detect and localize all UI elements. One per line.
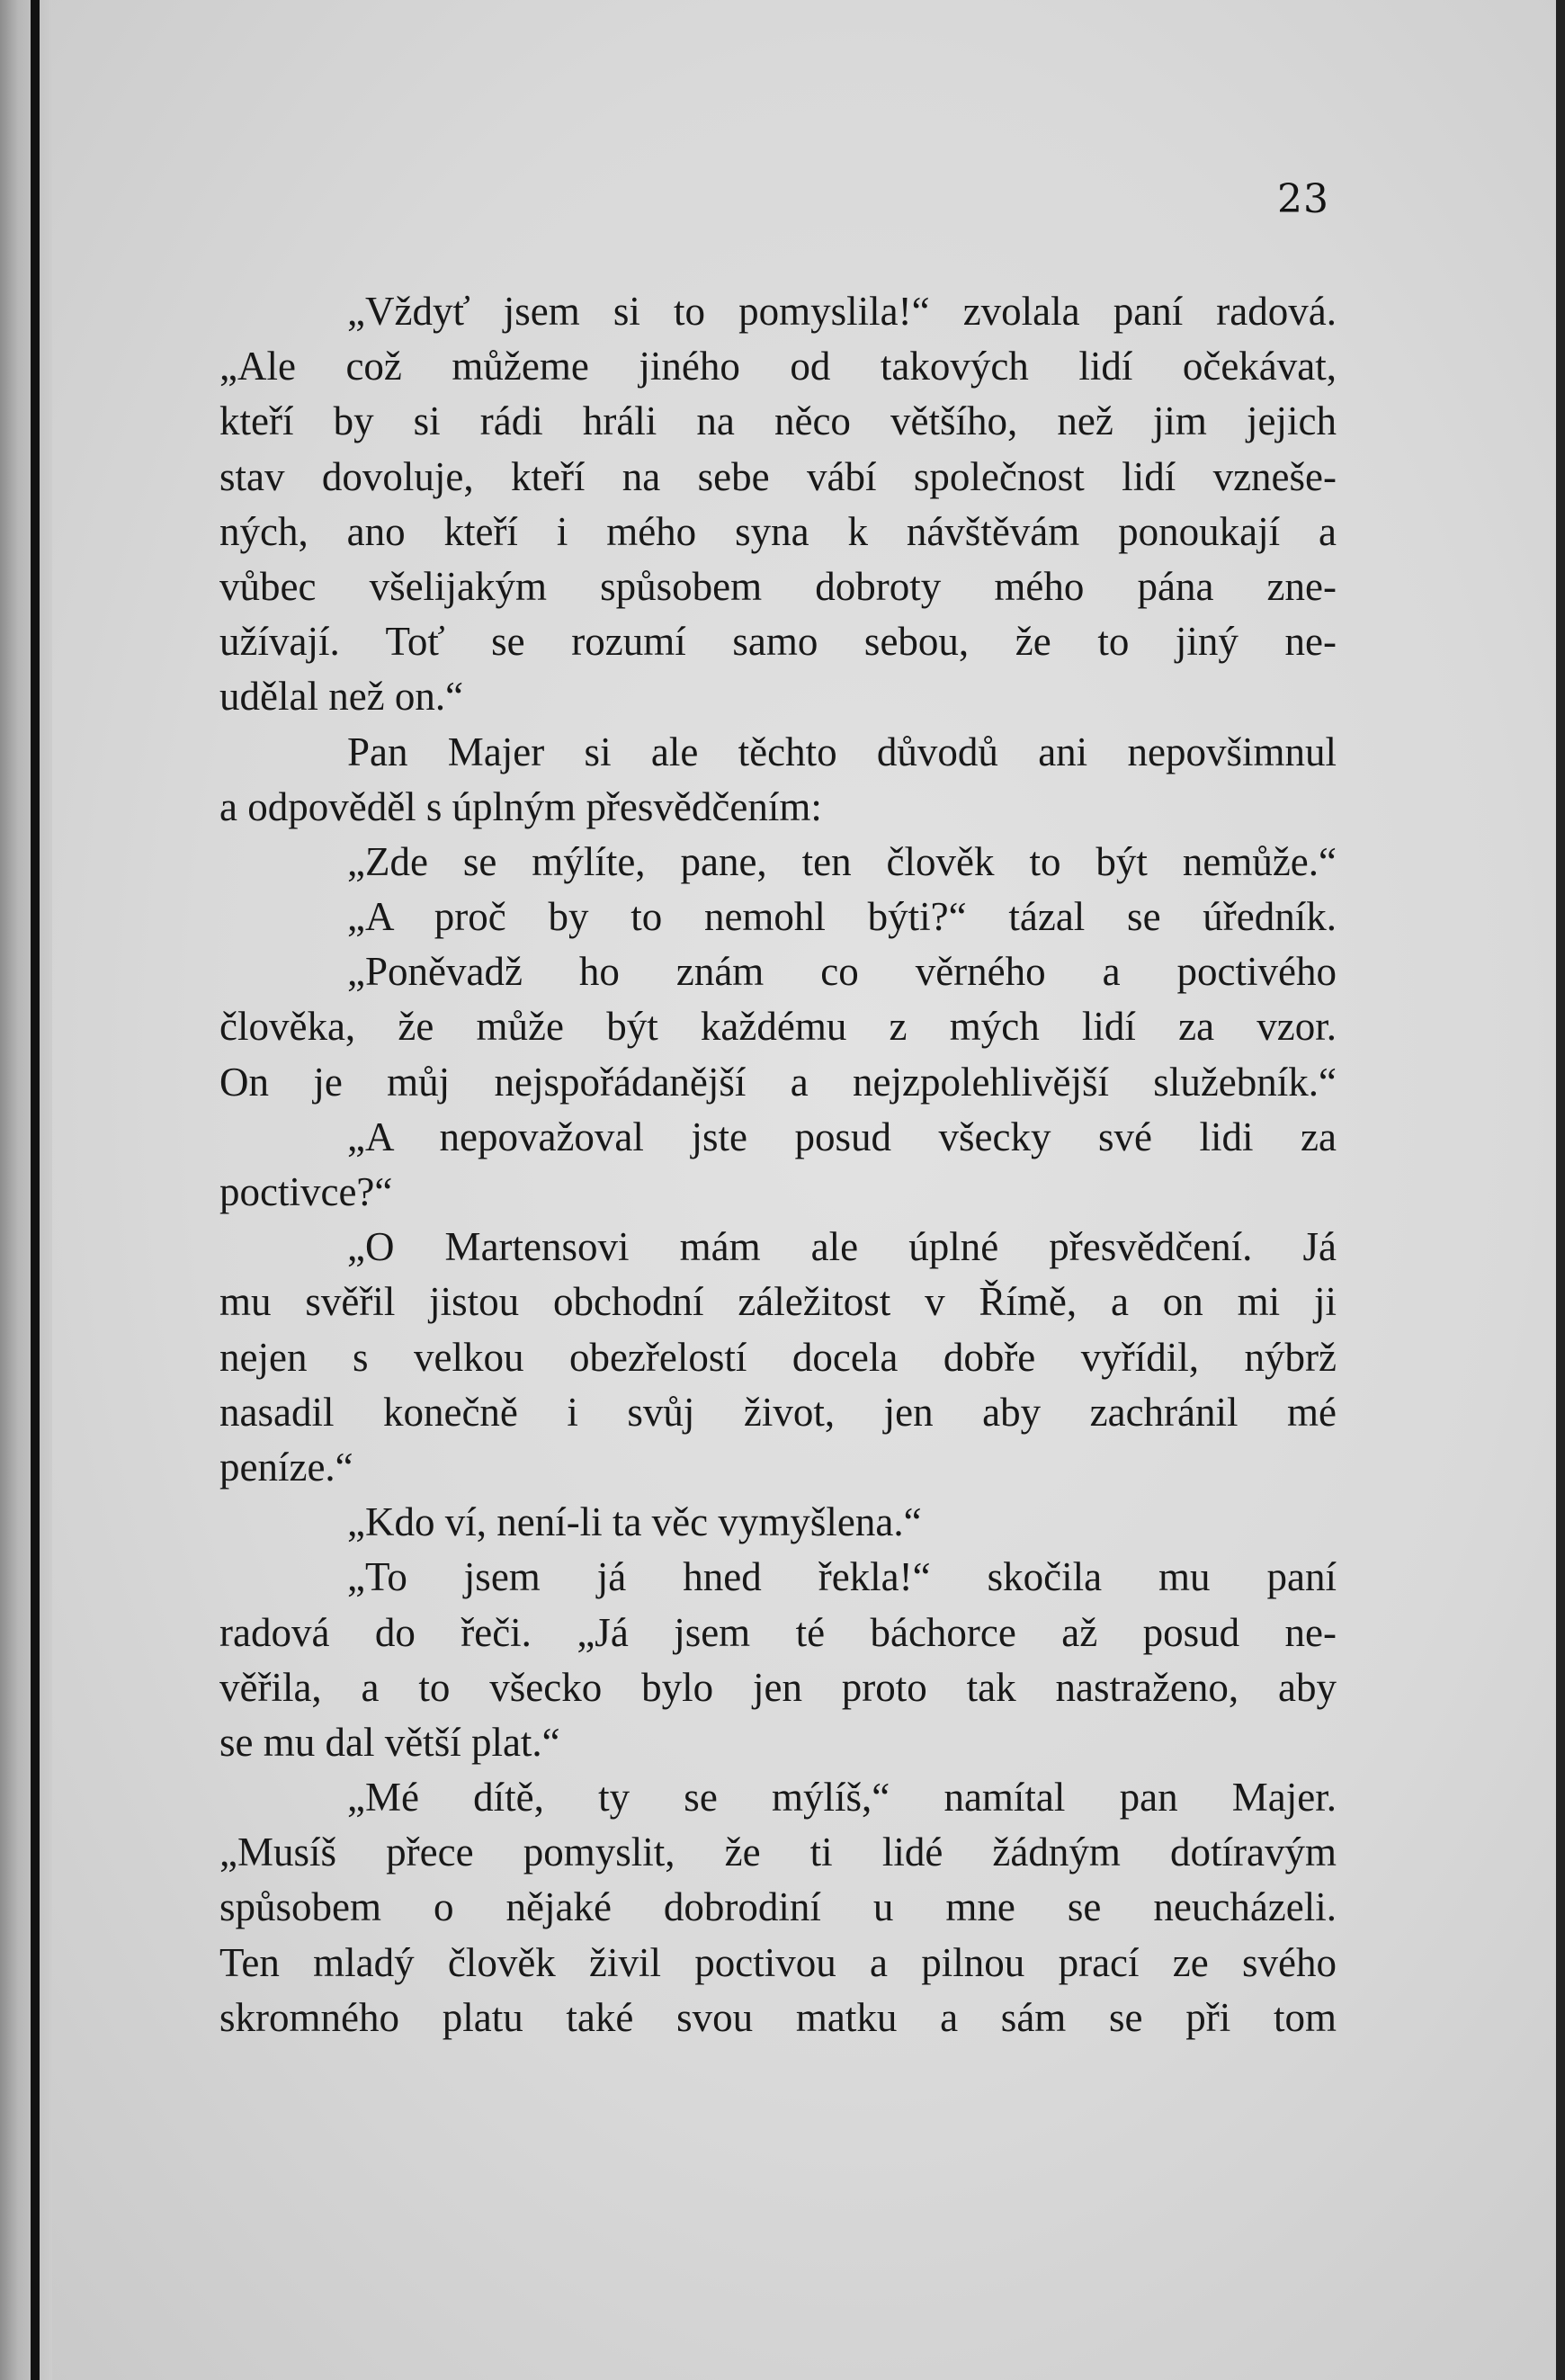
text-line: „Zde se mýlíte, pane, ten člověk to být nemůže.“ [347, 838, 1337, 884]
text-line: „O Martensovi mám ale úplné přesvědčení. Já [347, 1224, 1337, 1270]
text-line: Pan Majer si ale těchto důvodů ani nepovšimnul [347, 729, 1337, 774]
text-line: užívají. Toť se rozumí samo sebou, že to jiný ne- [219, 619, 1337, 665]
text-line: nejen s velkou obezřelostí docela dobře vyřídil, nýbrž [219, 1334, 1337, 1380]
text-line: stav dovoluje, kteří na sebe vábí společnost lidí vzneše- [219, 453, 1337, 499]
text-line: „To jsem já hned řekla!“ skočila mu paní [347, 1554, 1337, 1600]
text-line: a odpověděl s úplným přesvědčením: [219, 783, 822, 829]
text-line: „A proč by to nemohl býti?“ tázal se úředník. [347, 894, 1337, 940]
text-line: „Vždyť jsem si to pomyslila!“ zvolala paní radová. [347, 289, 1337, 334]
text-line: „Poněvadž ho znám co věrného a poctivého [347, 949, 1337, 995]
text-line: Ten mladý člověk živil poctivou a pilnou prací ze svého [219, 1939, 1337, 1985]
text-line: radová do řeči. „Já jsem té báchorce až posud ne- [219, 1609, 1337, 1655]
text-line: ných, ano kteří i mého syna k návštěvám ponoukají a [219, 508, 1337, 554]
text-line: „Musíš přece pomyslit, že ti lidé žádným dotíravým [219, 1830, 1337, 1875]
text-line: mu svěřil jistou obchodní záležitost v Římě, a on mi ji [219, 1279, 1337, 1325]
text-line: se mu dal větší plat.“ [219, 1719, 560, 1765]
text-line: „Mé dítě, ty se mýlíš,“ namítal pan Majer. [347, 1775, 1337, 1821]
text-line: nasadil konečně i svůj život, jen aby zachránil mé [219, 1389, 1337, 1435]
page-spine-shadow [0, 0, 52, 2380]
text-line: „Kdo ví, není-li ta věc vymyšlena.“ [347, 1499, 922, 1545]
body-text [219, 284, 1337, 2045]
text-line: „Ale což můžeme jiného od takových lidí očekávat, [219, 344, 1337, 389]
text-line: člověka, že může být každému z mých lidí za vzor. [219, 1004, 1337, 1050]
text-line: věřila, a to všecko bylo jen proto tak nastraženo, aby [219, 1664, 1337, 1710]
text-line: poctivce?“ [219, 1169, 393, 1214]
text-line: peníze.“ [219, 1444, 353, 1490]
text-line: skromného platu také svou matku a sám se při tom [219, 1994, 1337, 2040]
text-line: kteří by si rádi hráli na něco většího, než jim jejich [219, 398, 1337, 444]
text-line: vůbec všelijakým spůsobem dobroty mého pána zne- [219, 563, 1337, 609]
text-line: spůsobem o nějaké dobrodiní u mne se neucházeli. [219, 1884, 1337, 1930]
text-line: udělal než on.“ [219, 674, 464, 720]
text-line: „A nepovažoval jste posud všecky své lidi za [347, 1114, 1337, 1159]
page-right-edge [1556, 0, 1565, 2380]
binding-edge [31, 0, 40, 2380]
text-line: On je můj nejspořádanější a nejzpolehlivější služebník.“ [219, 1059, 1337, 1105]
page-number: 23 [1277, 176, 1329, 222]
